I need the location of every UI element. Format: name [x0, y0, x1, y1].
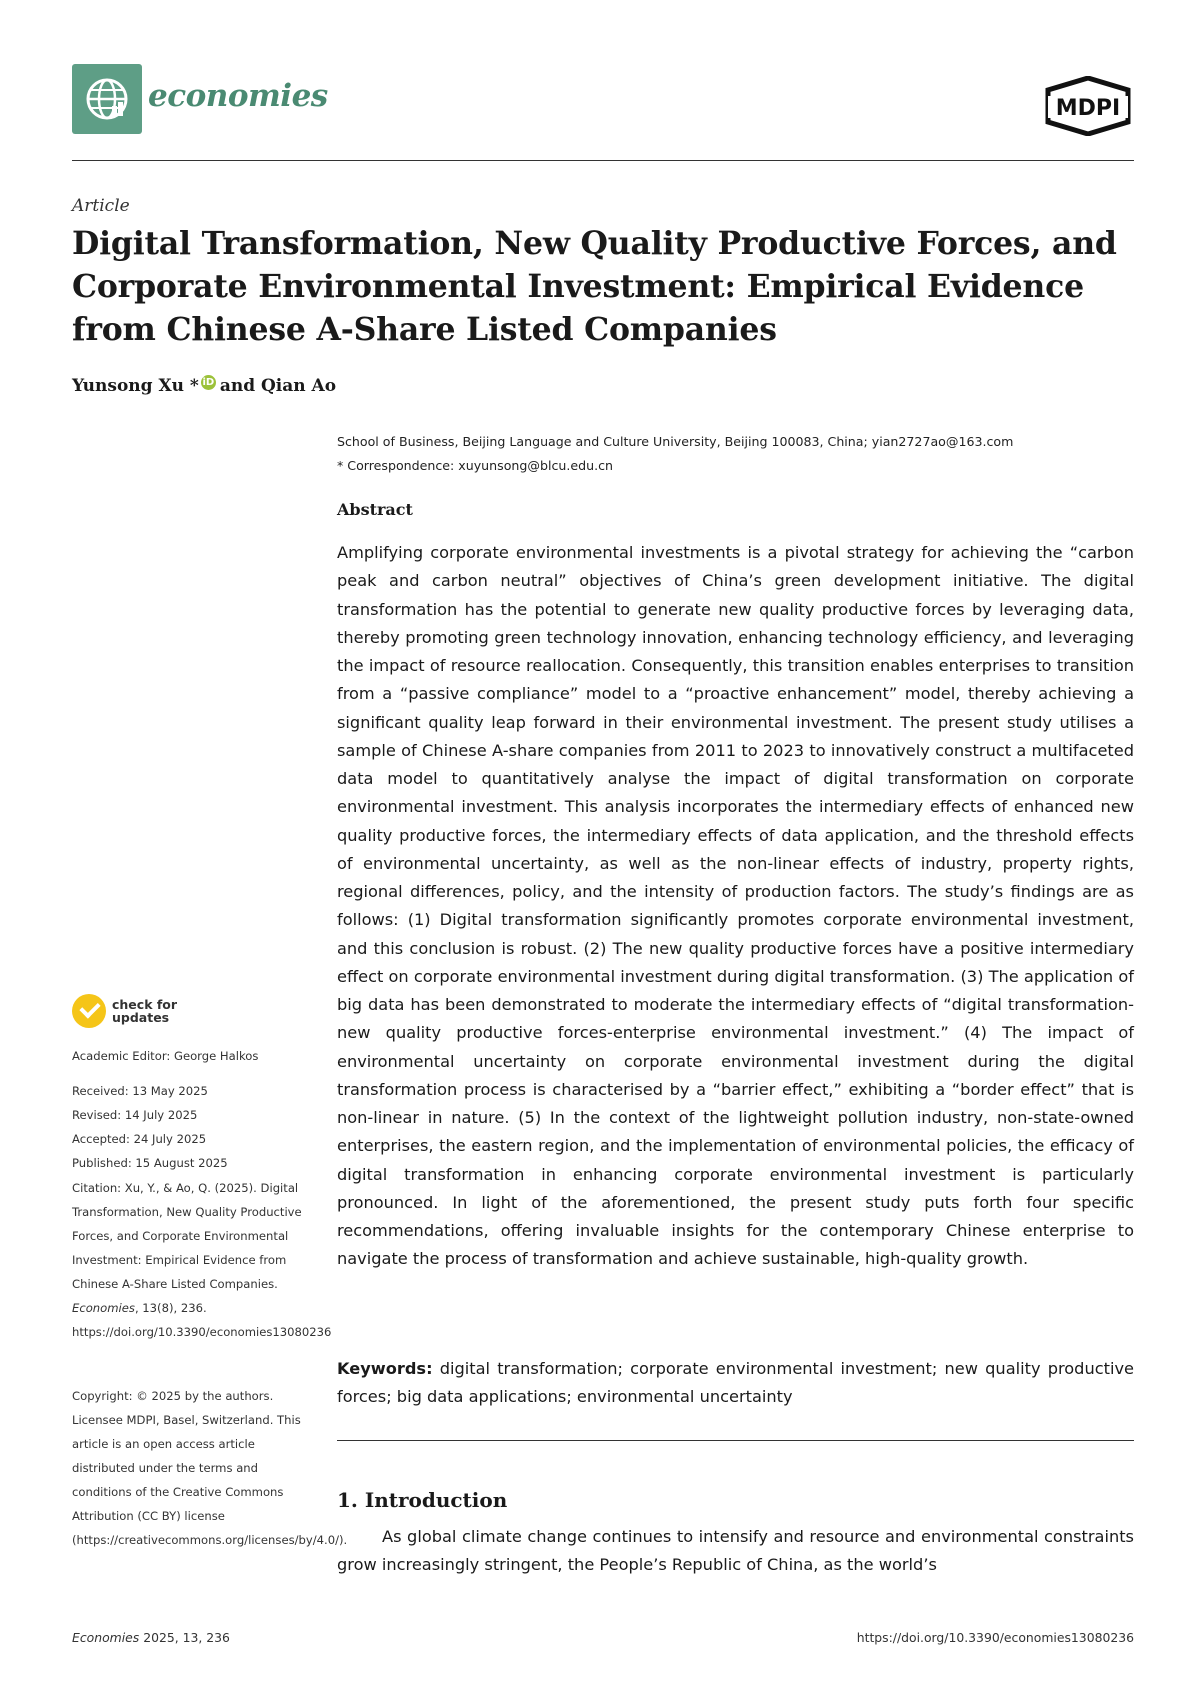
- date-published: Published: 15 August 2025: [72, 1156, 228, 1170]
- section-heading-introduction: 1. Introduction: [337, 1488, 508, 1512]
- affiliation: School of Business, Beijing Language and Culture University, Beijing 100083, China; yian2727ao@163.com: [337, 434, 1014, 449]
- section-divider: [337, 1440, 1134, 1441]
- date-revised: Revised: 14 July 2025: [72, 1108, 198, 1122]
- academic-editor: Academic Editor: George Halkos: [72, 1049, 259, 1063]
- footer-journal-ref: Economies 2025, 13, 236: [72, 1630, 230, 1645]
- article-title: Digital Transformation, New Quality Productive Forces, and Corporate Environmental Investment: Empirical Evidence from Chinese A-Share Listed Companies: [72, 225, 1117, 348]
- abstract-body: Amplifying corporate environmental investments is a pivotal strategy for achieving the “carbon peak and carbon neutral” objectives of China’s green development initiative. The digital transformation has the potential to generate new quality productive forces by leveraging data, thereby promoting green technology innovation, enhancing technology efficiency, and leveraging the impact of resource reallocation. Consequently, this transition enables enterprises to transition from a “passive compliance” model to a “proactive enhancement” model, thereby achieving a significant quality leap forward in their environmental investment. The present study utilises a sample of Chinese A-share companies from 2011 to 2023 to innovatively construct a multifaceted data model to quantitatively analyse the impact of digital transformation on corporate environmental investment. This analysis incorporates the intermediary effects of enhanced new quality productive forces, the intermediary effects of data application, and the threshold effects of environmental uncertainty, as well as the non-linear effects of industry, property rights, regional differences, policy, and the intensity of production factors. The study’s findings are as follows: (1) Digital transformation significantly promotes corporate environmental investment, and this conclusion is robust. (2) The new quality productive forces have a positive intermediary effect on corporate environmental investment during digital transformation. (3) The application of big data has been demonstrated to moderate the intermediary effects of “digital transformation-new quality productive forces-enterprise environmental investment.” (4) The impact of environmental uncertainty on corporate environmental investment during the digital transformation process is characterised by a “barrier effect,” exhibiting a “border effect” that is non-linear in nature. (5) In the context of the lightweight pollution industry, non-state-owned enterprises, the eastern region, and the implementation of environmental policies, the efficacy of digital transformation in enhancing corporate environmental investment is particularly pronounced. In light of the aforementioned, the present study puts forth four specific recommendations, offering invaluable insights for the contemporary Chinese enterprise to navigate the process of transformation and achieve sustainable, high-quality growth.: [337, 543, 1134, 1269]
- header-divider: [72, 160, 1134, 161]
- check-for-updates-badge[interactable]: [72, 994, 177, 1028]
- author-secondary[interactable]: and Qian Ao: [219, 375, 337, 396]
- orcid-icon[interactable]: iD: [202, 377, 215, 388]
- author-list: [72, 375, 336, 396]
- journal-logo: [72, 64, 142, 134]
- keywords: [337, 1355, 1134, 1411]
- date-accepted: Accepted: 24 July 2025: [72, 1132, 207, 1146]
- globe-icon: [72, 64, 142, 134]
- publisher-logo: [1040, 76, 1136, 136]
- copyright-notice: Copyright: © 2025 by the authors. Licensee MDPI, Basel, Switzerland. This article is an open access article distributed under the terms and conditions of the Creative Commons Attribution (CC BY) license (https://creativecommons.org/licenses/by/4.0/).: [72, 1389, 348, 1547]
- footer-doi-link[interactable]: https://doi.org/10.3390/economies13080236: [856, 1630, 1134, 1645]
- publication-dates: [72, 1079, 228, 1175]
- date-received: Received: 13 May 2025: [72, 1084, 208, 1098]
- article-type: Article: [72, 196, 130, 216]
- check-updates-line1: check for: [112, 997, 178, 1012]
- publisher-name: MDPI: [1055, 96, 1121, 121]
- check-updates-line2: updates: [112, 1010, 170, 1025]
- keywords-label: Keywords:: [337, 1359, 433, 1378]
- citation-doi[interactable]: , 13(8), 236. https://doi.org/10.3390/economies13080236: [72, 1301, 332, 1339]
- author-primary[interactable]: Yunsong Xu *: [72, 375, 199, 396]
- keywords-text: digital transformation; corporate environmental investment; new quality productive forces; big data applications; environmental uncertainty: [337, 1359, 1134, 1406]
- checkmark-icon: [72, 994, 106, 1028]
- abstract-heading: Abstract: [337, 500, 413, 519]
- citation: Citation: Xu, Y., & Ao, Q. (2025). Digital Transformation, New Quality Productive Forces, and Corporate Environmental Investment: Empirical Evidence from Chinese A-Share Listed Companies. Economies, 13(8), 236. https://doi.org/10.3390/economies13080236: [72, 1181, 332, 1339]
- journal-name: economies: [148, 78, 328, 114]
- correspondence: * Correspondence: xuyunsong@blcu.edu.cn: [337, 458, 614, 473]
- introduction-body: As global climate change continues to intensify and resource and environmental constraints grow increasingly stringent, the People’s Republic of China, as the world’s: [337, 1527, 1134, 1575]
